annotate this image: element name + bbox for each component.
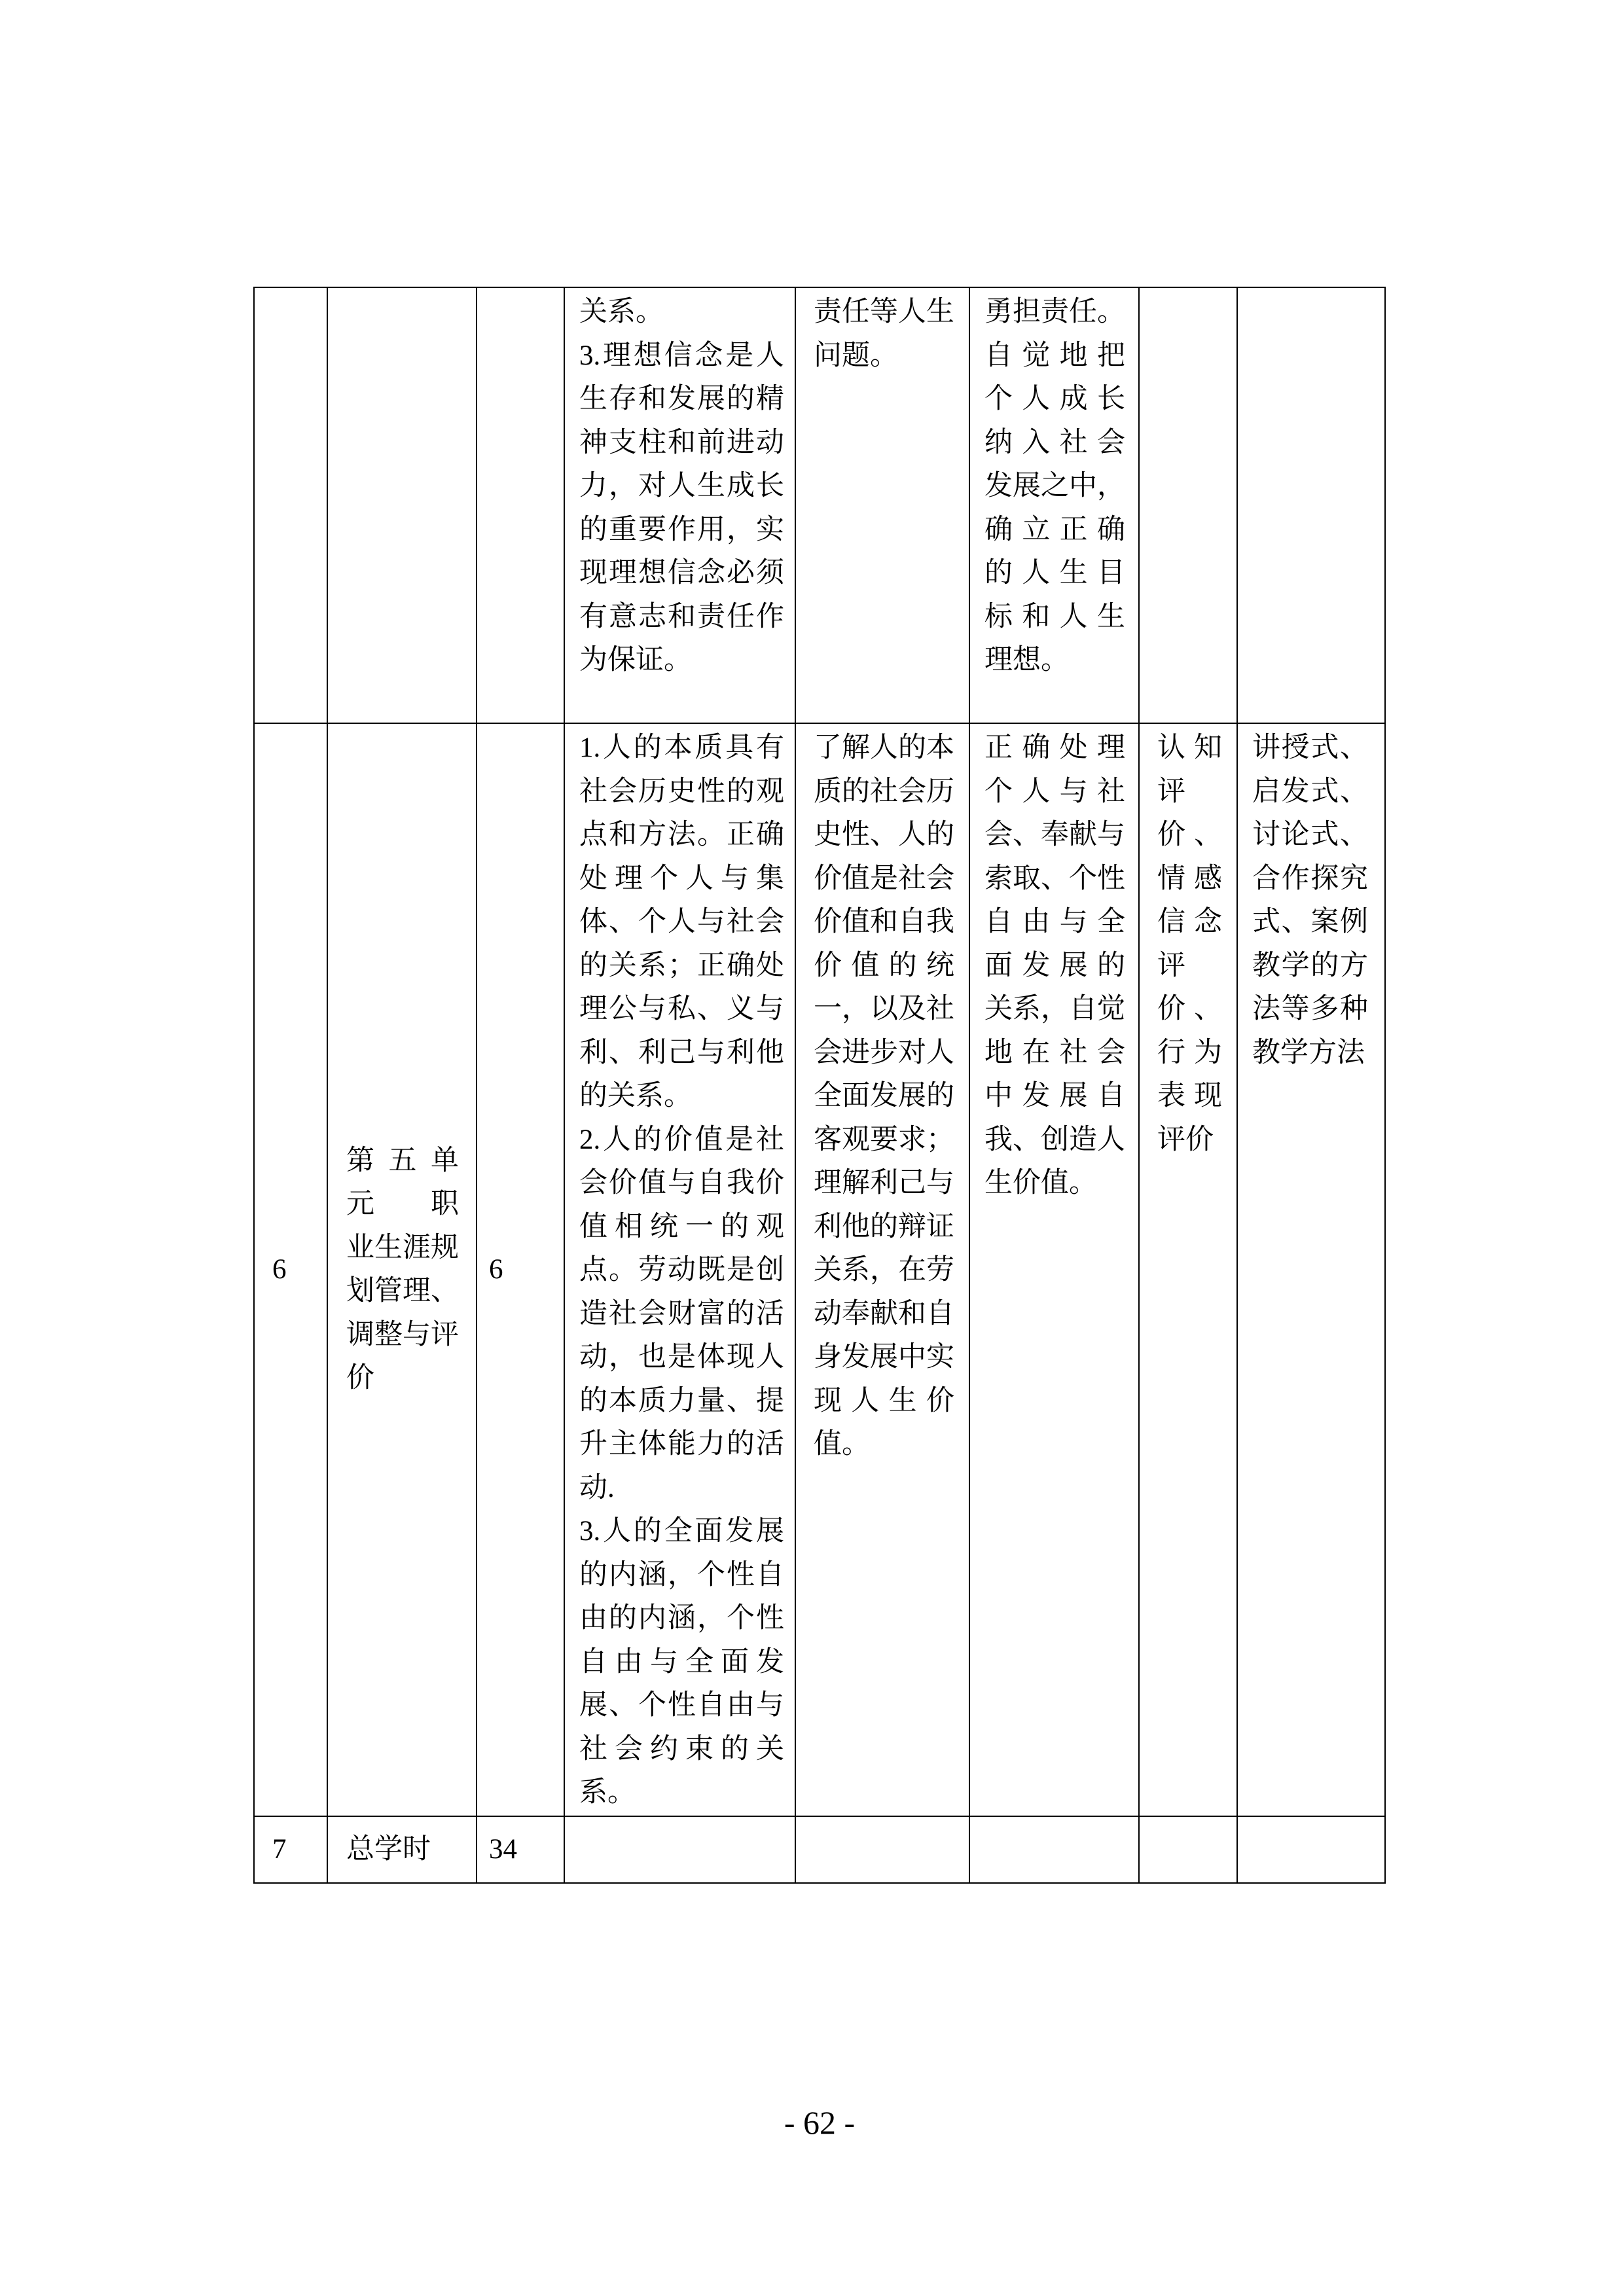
text-line: 讨论式、 [1252,819,1368,850]
text-line: 社会约束的关 [579,1733,784,1765]
text-line: 造社会财富的活 [579,1298,784,1329]
text-line: 法等多种 [1252,994,1368,1024]
unit-title-cell [327,723,477,1816]
text-line: 自由与全面发 [579,1646,784,1677]
text-line: 标和人生 [984,601,1125,632]
text-line: 的重要作用，实 [579,514,784,545]
assessment-method-cell [1139,723,1237,1816]
teaching-content-cell [564,1816,795,1883]
text-line: 纳入社会 [984,427,1125,458]
text-line: 生存和发展的精 [579,384,784,414]
text-line: 点和方法。正确 [579,819,784,850]
text-line: 价值和自我 [814,906,954,937]
ability-objective-cell [969,723,1139,1816]
text-line: 问题。 [814,340,898,371]
unit-title-cell [327,287,477,723]
text-line: 关系，在劳 [814,1255,954,1285]
text-line: 现理想信念必须 [579,558,784,588]
text-line: 理公与私、义与 [579,994,784,1024]
teaching-method-cell [1237,287,1385,723]
text-line: 自觉地把 [984,340,1125,371]
text-line: 个人与社 [984,776,1125,807]
knowledge-objective-cell [795,723,969,1816]
text-line: 行为 [1157,1037,1222,1068]
text-line: 评 [1157,950,1185,981]
text-line: 教学方法 [1252,1037,1365,1068]
row-number: 6 [272,1253,287,1285]
text-line: 生价值。 [984,1168,1097,1198]
text-line: 第五单 [346,1145,459,1176]
teaching-content-cell [564,723,795,1816]
text-line: 了解人的本 [814,732,954,763]
text-line: 身发展中实 [814,1342,954,1372]
page-number: - 62 - [784,2104,856,2141]
text-line: 的人生目 [984,558,1125,588]
text-line: 业生涯规 [346,1232,459,1263]
text-line: 式、案例 [1252,906,1368,937]
curriculum-table [253,287,1386,1884]
text-line: 值相统一的观 [579,1211,784,1242]
text-line: 处理个人与集 [579,863,784,894]
row-number-cell [254,723,327,1816]
row-number-cell [254,287,327,723]
text-line: 由的内涵，个性 [579,1603,784,1634]
class-hours-cell [477,1816,564,1883]
text-line: 神支柱和前进动 [579,427,784,458]
text-line: 面发展的 [984,950,1125,981]
text-line: 我、创造人 [984,1124,1125,1155]
ability-objective-cell [969,1816,1139,1883]
row-number: 7 [272,1833,287,1865]
class-hours-cell [477,287,564,723]
text-line: 值。 [814,1429,870,1460]
text-line: 一，以及社 [814,994,954,1024]
text-line: 体、个人与社会 [579,906,784,937]
text-line: 启发式、 [1252,776,1368,807]
text-line: 讲授式、 [1252,732,1368,763]
text-line: 利、利己与利他 [579,1037,784,1068]
text-line: 索取、个性 [984,863,1125,894]
table-row [254,723,1385,1816]
text-line: 价、 [1157,819,1222,850]
text-line: 认知 [1157,732,1222,763]
text-line: 史性、人的 [814,819,954,850]
teaching-content-cell [564,287,795,723]
text-line: 升主体能力的活 [579,1429,784,1460]
text-line: 自由与全 [984,906,1125,937]
knowledge-objective-cell [795,287,969,723]
text-line: 个人成长 [984,384,1125,414]
assessment-method-cell [1139,287,1237,723]
text-line: 力，对人生成长 [579,471,784,501]
text-line: 会进步对人 [814,1037,954,1068]
class-hours: 34 [489,1833,517,1865]
text-line: 系。 [579,1777,636,1808]
text-line: 关系。 [579,296,664,327]
text-line: 确立正确 [984,514,1125,545]
text-line: 3.理想信念是人 [579,340,784,371]
text-line: 的关系。 [579,1081,692,1111]
text-line: 现人生价 [814,1385,954,1416]
text-line: 表现 [1157,1081,1222,1111]
text-line: 有意志和责任作 [579,601,784,632]
text-line: 1.人的本质具有 [579,732,784,763]
text-line: 动，也是体现人 [579,1342,784,1372]
teaching-method-cell [1237,1816,1385,1883]
text-line: 3.人的全面发展 [579,1516,784,1547]
text-line: 划管理、 [346,1276,459,1306]
text-line: 调整与评 [346,1319,459,1350]
row-number-cell [254,1816,327,1883]
text-line: 价值是社会 [814,863,954,894]
class-hours: 6 [489,1253,503,1285]
text-line: 价值的统 [814,950,954,981]
text-line: 的内涵，个性自 [579,1559,784,1590]
text-line: 评 [1157,776,1185,807]
assessment-method-cell [1139,1816,1237,1883]
text-line: 动奉献和自 [814,1298,954,1329]
text-line: 价、 [1157,994,1222,1024]
text-line: 的关系；正确处 [579,950,784,981]
unit-title-cell [327,1816,477,1883]
table-row [254,1816,1385,1883]
text-line: 全面发展的 [814,1081,954,1111]
text-line: 的本质力量、提 [579,1385,784,1416]
text-line: 责任等人生 [814,296,954,327]
text-line: 展、个性自由与 [579,1690,784,1721]
text-line: 地在社会 [984,1037,1125,1068]
text-line: 点。劳动既是创 [579,1255,784,1285]
text-line: 2.人的价值是社 [579,1124,784,1155]
text-line: 总学时 [346,1833,431,1865]
text-line: 利他的辩证 [814,1211,954,1242]
text-line: 质的社会历 [814,776,954,807]
class-hours-cell [477,723,564,1816]
text-line: 为保证。 [579,645,692,675]
text-line: 发展之中， [984,471,1125,501]
text-line: 社会历史性的观 [579,776,784,807]
text-line: 价 [346,1363,374,1393]
ability-objective-cell [969,287,1139,723]
text-line: 勇担责任。 [984,296,1125,327]
table-row [254,287,1385,723]
text-line: 理解利己与 [814,1168,954,1198]
text-line: 动. [579,1472,615,1503]
knowledge-objective-cell [795,1816,969,1883]
text-line: 会、奉献与 [984,819,1125,850]
text-line: 中发展自 [984,1081,1125,1111]
text-line: 关系，自觉 [984,994,1125,1024]
text-line: 情感 [1157,863,1222,894]
teaching-method-cell [1237,723,1385,1816]
text-line: 客观要求； [814,1124,954,1155]
text-line: 合作探究 [1252,863,1368,894]
text-line: 理想。 [984,645,1069,675]
text-line: 教学的方 [1252,950,1368,981]
text-line: 会价值与自我价 [579,1168,784,1198]
text-line: 评价 [1157,1124,1214,1155]
text-line: 元 职 [346,1189,459,1219]
text-line: 正确处理 [984,732,1125,763]
text-line: 信念 [1157,906,1222,937]
